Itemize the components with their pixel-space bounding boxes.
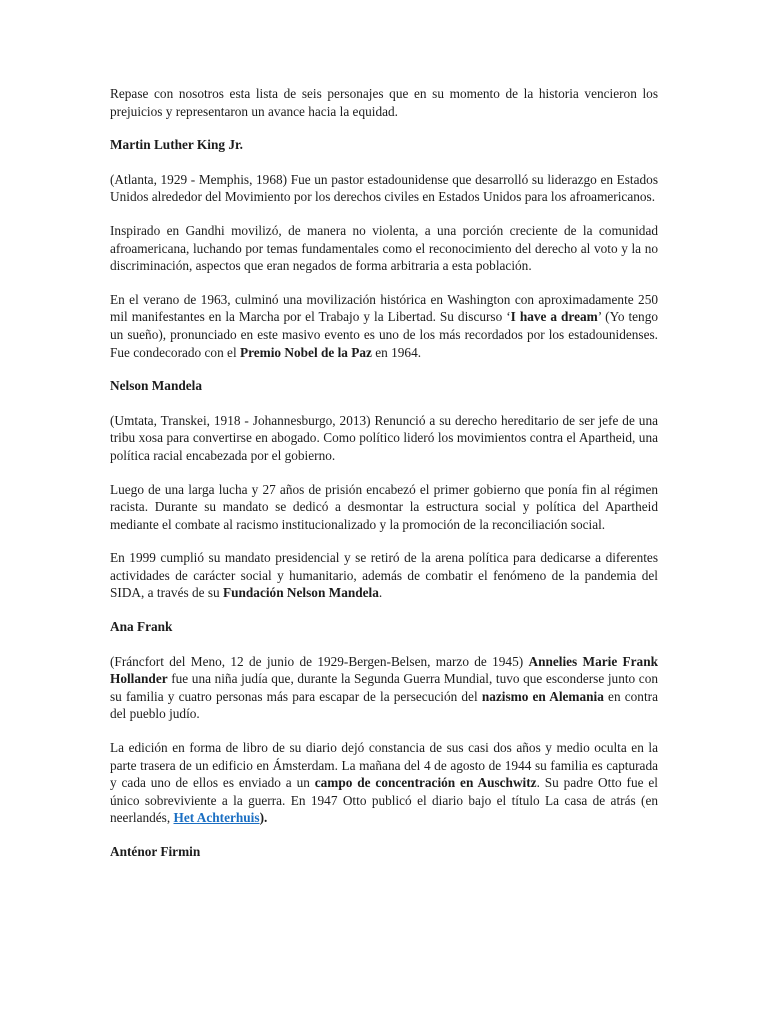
anafrank-p2-text-3: ).: [259, 810, 268, 826]
section-heading-mandela: Nelson Mandela: [110, 378, 202, 394]
mandela-p3-text-1: En 1999 cumplió su mandato presidencial y se retiró de la arena política para dedicarse a diferentes actividades de carácter social y humanitario, además de combatir el fenómeno de la pandemia del SIDA, a través de su: [110, 550, 658, 601]
anafrank-p1-text-3: en contra del pueblo judío.: [110, 688, 658, 722]
intro-paragraph: Repase con nosotros esta lista de seis personajes que en su momento de la historia vencieron los prejuicios y representaron un avance hacia la equidad.: [110, 86, 658, 119]
mlk-paragraph-1: (Atlanta, 1929 - Memphis, 1968) Fue un pastor estadounidense que desarrolló su liderazgo en Estados Unidos alrededor del Movimiento por los derechos civiles en Estados Unidos para los afroamericanos.: [110, 171, 658, 205]
anafrank-p1-bold-nazism: nazismo en Alemania: [481, 688, 604, 704]
mlk-paragraph-2: Inspirado en Gandhi movilizó, de manera no violenta, a una porción creciente de la comunidad afroamericana, luchando por temas fundamentales como el reconocimiento del derecho al voto y la no discriminación, aspectos que eran negados de forma arbitraria a esta población.: [110, 222, 658, 274]
section-heading-ana-frank: Ana Frank: [110, 619, 173, 635]
anafrank-p2-text-2: . Su padre Otto fue el único sobreviviente a la guerra. En 1947 Otto publicó el diario bajo el título La casa de atrás (en neerlandés,: [110, 775, 658, 826]
section-heading-firmin: Anténor Firmin: [110, 844, 201, 859]
anafrank-p2-bold-camp: campo de concentración en Auschwitz: [314, 775, 537, 791]
het-achterhuis-link[interactable]: Het Achterhuis: [173, 810, 260, 826]
mlk-p3-bold-speech: I have a dream: [510, 309, 598, 325]
mandela-paragraph-3: [110, 549, 658, 602]
anafrank-p1-bold-name: Annelies Marie Frank Hollander: [110, 653, 658, 687]
section-heading-mlk: Martin Luther King Jr.: [110, 137, 243, 153]
anafrank-p2-text-1: La edición en forma de libro de su diario dejó constancia de sus casi dos años y medio oculta en la parte trasera de un edificio en Ámsterdam. La mañana del 4 de agosto de 1944 su familia es capturada y cada uno de ellos es enviado a un: [110, 740, 658, 791]
anafrank-paragraph-1: [110, 653, 658, 723]
mlk-p3-text-1: En el verano de 1963, culminó una movilización histórica en Washington con aproximadamente 250 mil manifestantes en la Marcha por el Trabajo y la Libertad. Su discurso ‘: [110, 291, 658, 325]
mlk-paragraph-3: [110, 291, 658, 361]
anafrank-p1-text-2: fue una niña judía que, durante la Segunda Guerra Mundial, tuvo que esconderse junto con su familia y cuatro personas más para escapar de la persecución del: [110, 671, 658, 704]
document-page: [110, 85, 658, 878]
anafrank-p1-text-1: (Fráncfort del Meno, 12 de junio de 1929-Bergen-Belsen, marzo de 1945): [110, 653, 529, 669]
mandela-p3-text-2: .: [378, 585, 383, 601]
mandela-paragraph-2: Luego de una larga lucha y 27 años de prisión encabezó el primer gobierno que ponía fin al régimen racista. Durante su mandato se dedicó a desmontar la estructura social y política del Apartheid mediante el combate al racismo institucionalizado y la promoción de la reconciliación social.: [110, 481, 658, 532]
mlk-p3-bold-nobel: Premio Nobel de la Paz: [239, 344, 372, 360]
mlk-p3-text-2: ’ (Yo tengo un sueño), pronunciado en este masivo evento es uno de los más recordados por los estadounidenses. Fue condecorado con el: [110, 309, 659, 360]
anafrank-paragraph-2: [110, 739, 658, 827]
mandela-p3-bold-foundation: Fundación Nelson Mandela: [223, 585, 379, 601]
mlk-p3-text-3: en 1964.: [371, 344, 422, 360]
mandela-paragraph-1: (Umtata, Transkei, 1918 - Johannesburgo, 2013) Renunció a su derecho hereditario de ser jefe de una tribu xosa para convertirse en abogado. Como político lideró los movimientos contra el Apartheid, una política racial encabezada por el gobierno.: [110, 412, 658, 463]
